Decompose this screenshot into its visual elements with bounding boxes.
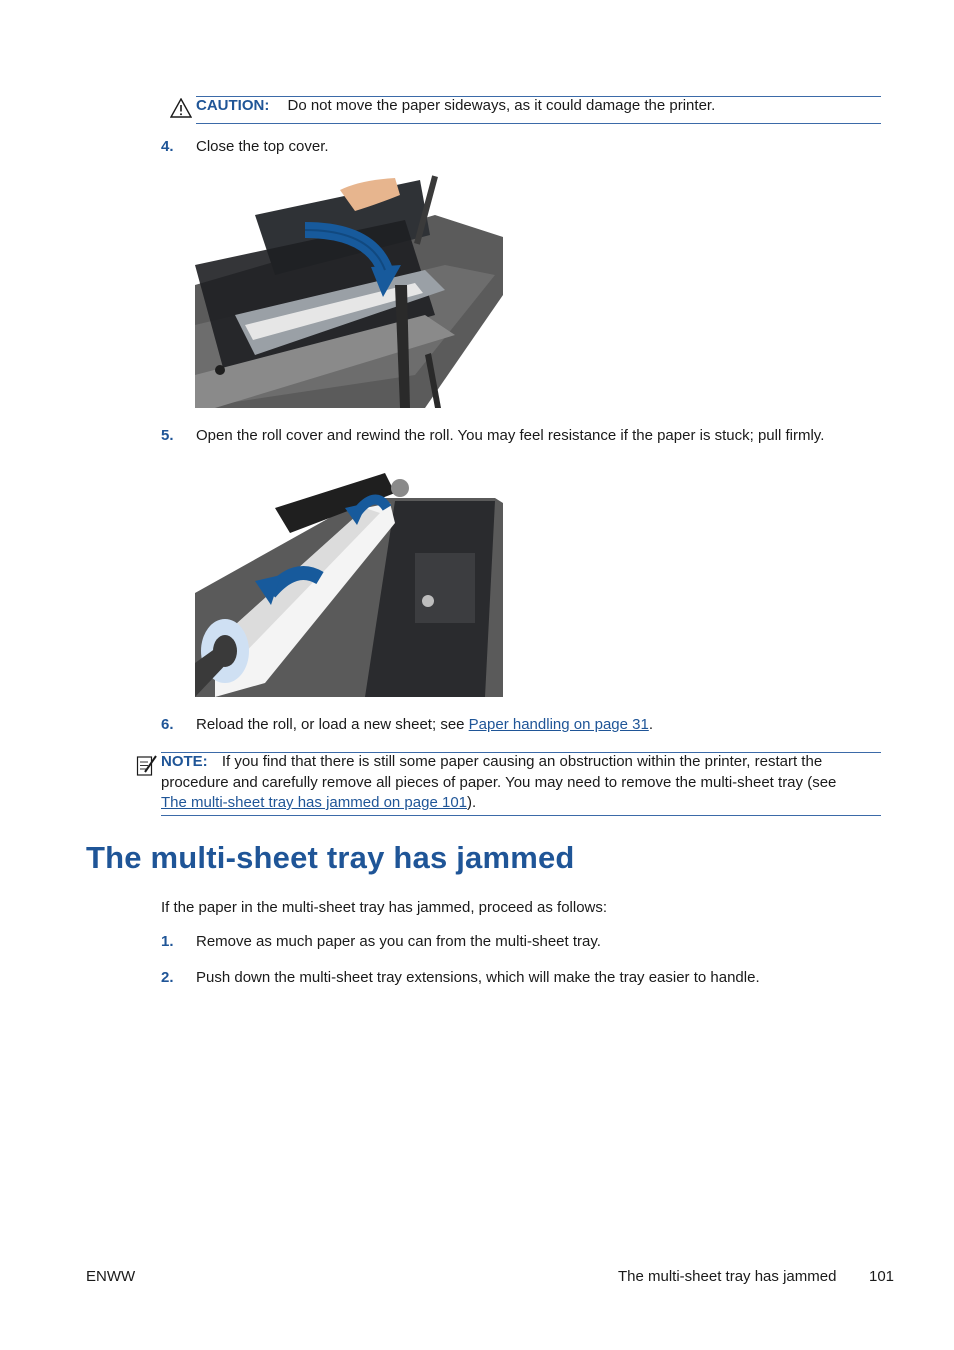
step-number: 5. [161, 427, 174, 444]
footer-title: The multi-sheet tray has jammed [618, 1268, 837, 1285]
note-line: If you find that there is still some paper causing an obstruction within the printer, restart the [221, 753, 823, 770]
note-label: NOTE: [161, 753, 208, 770]
step-number: 2. [161, 969, 174, 986]
note-line: procedure and carefully remove all pieces of paper. You may need to remove the multi-sheet tray (see [161, 773, 837, 791]
step-number: 4. [161, 138, 174, 155]
step-text: Push down the multi-sheet tray extensions, which will make the tray easier to handle. [196, 969, 760, 986]
paper-handling-link[interactable]: Paper handling on page 31 [468, 716, 649, 733]
caution-callout [196, 96, 715, 116]
step-text-after: . [648, 716, 653, 733]
footer-page-number: 101 [869, 1268, 895, 1285]
step-number: 6. [161, 716, 174, 733]
step-number: 1. [161, 933, 174, 950]
section-intro: If the paper in the multi-sheet tray has jammed, proceed as follows: [161, 899, 608, 916]
note-pencil-icon [136, 754, 158, 778]
step-text: Open the roll cover and rewind the roll. You may feel resistance if the paper is stuck; pull firmly. [196, 427, 825, 444]
figure-close-top-cover [195, 175, 505, 408]
note-line-end: ). [467, 794, 477, 811]
note-callout [161, 752, 881, 814]
warning-triangle-icon [170, 98, 192, 118]
caution-label: CAUTION: [196, 97, 270, 114]
step-text: Reload the roll, or load a new sheet; see [196, 716, 469, 733]
note-bottom-rule [161, 815, 881, 816]
printer-top-cover-illustration [195, 175, 505, 408]
caution-bottom-rule [196, 123, 881, 124]
figure-rewind-roll [195, 463, 505, 697]
step-text-reload [196, 715, 653, 735]
caution-text: Do not move the paper sideways, as it could damage the printer. [287, 97, 716, 114]
printer-roll-illustration [195, 463, 505, 697]
step-text: Close the top cover. [196, 138, 329, 155]
footer-left: ENWW [86, 1268, 136, 1285]
step-text: Remove as much paper as you can from the multi-sheet tray. [196, 933, 601, 950]
multi-sheet-tray-link[interactable]: The multi-sheet tray has jammed on page 101 [161, 794, 467, 811]
section-title: The multi-sheet tray has jammed [86, 840, 575, 875]
